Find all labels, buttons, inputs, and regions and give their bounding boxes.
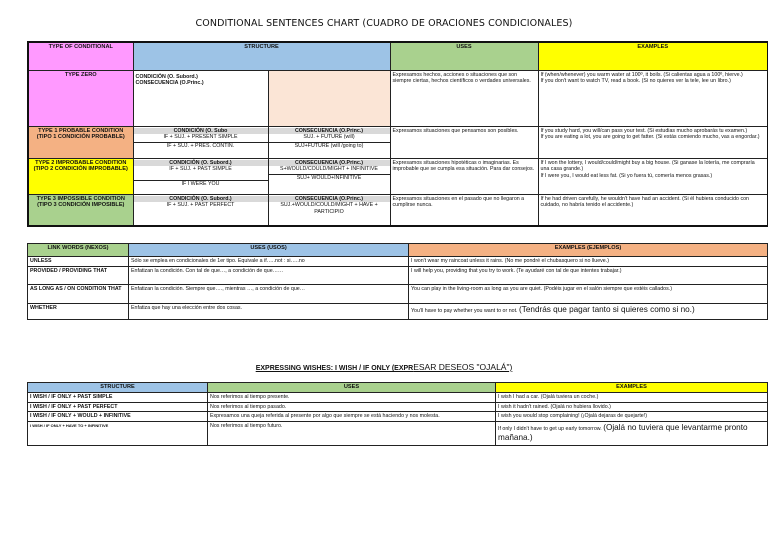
link-example-as-long-as: You can play in the living-room as long as you are quiet. (Podéis jugar en el salón siempre que estéis callados.) — [409, 285, 768, 304]
type-zero-example-2: If you don't want to watch TV, read a book. (Si no quieres ver la tele, lee un libro.) — [540, 78, 731, 85]
type-2-condition-header: CONDICIÓN (O. Subord.) — [134, 160, 268, 167]
type-2-examples — [538, 158, 768, 194]
wish-use-past-perfect: Nos referimos al tiempo pasado. — [208, 402, 496, 412]
link-word-provided: PROVIDED / PROVIDING THAT — [28, 267, 129, 285]
wish-use-would: Expresamos una queja referida al presente por algo que siempre se está haciendo y nos molesta. — [208, 412, 496, 422]
wishes-title-part-1: EXPRESSING WISHES: I WISH / IF ONLY (EXPR — [255, 365, 414, 372]
wish-header-structure: STRUCTURE — [28, 383, 208, 393]
wish-example-have-to-en: If only I didn't have to get up early tomorrow. — [498, 425, 602, 432]
wishes-title-part-2: ESAR DESEOS "OJALÁ") — [413, 362, 513, 372]
wish-example-past-simple: I wish I had a car. (Ojalá tuviera un coche.) — [496, 392, 768, 402]
link-example-whether-en: You'll have to pay whether you want to or not. — [411, 308, 518, 314]
header-structure: STRUCTURE — [133, 42, 390, 70]
type-2-example-1: If I won the lottery, I would/could/might buy a big house. (Si ganase la lotería, me compraría una casa grande.) — [540, 159, 755, 173]
header-examples: EXAMPLES — [538, 42, 768, 70]
type-zero-structure-blank — [268, 70, 390, 126]
type-1-example-1: If you study hard, you will/can pass your test. (Si estudias mucho aprobarás tu examen.) — [540, 127, 748, 134]
wishes-table — [27, 382, 768, 446]
type-3-uses: Expresamos situaciones en el pasado que no llegaron a cumplirse nunca. — [390, 194, 538, 226]
wish-example-past-perfect: I wish it hadn't rained. (Ojalá no hubiera llovido.) — [496, 402, 768, 412]
type-2-consequence-2: SUJ+ WOULD+INFINITIVE — [269, 174, 390, 182]
wish-example-have-to — [496, 421, 768, 445]
type-3-condition-header: CONDICIÓN (O. Subord.) — [134, 196, 268, 203]
wish-header-examples: EXAMPLES — [496, 383, 768, 393]
wish-header-uses: USES — [208, 383, 496, 393]
link-example-unless: I won't wear my raincoat unless it rains. (No me pondré el chubasquero si no llueve.) — [409, 257, 768, 267]
type-1-condition-2: IF + SUJ. + PRES. CONTIN. — [134, 142, 268, 150]
link-header-examples: EXAMPLES (EJEMPLOS) — [409, 244, 768, 257]
link-word-as-long-as: AS LONG AS / ON CONDITION THAT — [28, 285, 129, 304]
link-words-table — [27, 243, 768, 320]
wish-structure-have-to: I WISH / IF ONLY + HAVE TO + INFINITIVE — [28, 421, 208, 445]
type-1-consequence-1: SUJ. + FUTURE (will) — [303, 134, 355, 141]
type-1-condition — [133, 126, 268, 158]
type-zero-label: TYPE ZERO — [28, 70, 133, 126]
link-example-whether-es: (Tendrás que pagar tanto si quieres como si no.) — [519, 305, 695, 314]
wish-structure-past-simple: I WISH / IF ONLY + PAST SIMPLE — [28, 392, 208, 402]
type-1-examples — [538, 126, 768, 158]
conditional-chart-table — [27, 41, 768, 227]
wish-use-past-simple: Nos referimos al tiempo presente. — [208, 392, 496, 402]
type-1-uses: Expresamos situaciones que pensamos son posibles. — [390, 126, 538, 158]
page-title: CONDITIONAL SENTENCES CHART (CUADRO DE ORACIONES CONDICIONALES) — [195, 18, 573, 29]
type-3-condition-1: IF + SUJ. + PAST PERFECT — [166, 202, 235, 209]
type-2-condition-2: IF I WERE YOU — [134, 180, 268, 188]
wish-example-would: I wish you would stop complaining! (¡Ojalá dejaras de quejarte!) — [496, 412, 768, 422]
type-1-example-2: If you are eating a lot, you are going to get fatter. (Si estás comiendo mucho, vas a engordar.) — [540, 134, 760, 141]
type-3-consequence-header: CONSECUENCIA (O.Princ.) — [269, 196, 390, 203]
link-use-whether: Enfatiza que hay una elección entre dos cosas. — [129, 304, 409, 320]
type-2-consequence-1: S+WOULD/COULD/MIGHT + INFINITIVE — [280, 166, 378, 173]
type-1-label: TYPE 1 PROBABLE CONDITION (TIPO 1 CONDICIÓN PROBABLE) — [28, 126, 133, 158]
link-use-unless: Sólo se emplea en condicionales de 1er tipo. Equivale a if…..not : si…..no — [129, 257, 409, 267]
type-2-consequence — [268, 158, 390, 194]
wish-use-have-to: Nos referimos al tiempo futuro. — [208, 421, 496, 445]
type-3-consequence-1: SUJ.+WOULD/COULD/MIGHT + HAVE + PARTICIPIO — [280, 202, 378, 215]
wishes-title — [0, 362, 768, 372]
type-1-condition-1: IF + SUJ. + PRESENT SIMPLE — [163, 134, 238, 141]
type-3-label: TYPE 3 IMPOSSIBLE CONDITION (TIPO 3 CONDICIÓN IMPOSIBLE) — [28, 194, 133, 226]
type-2-consequence-header: CONSECUENCIA (O.Princ.) — [269, 160, 390, 167]
wish-structure-would: I WISH / IF ONLY + WOULD + INFINITIVE — [28, 412, 208, 422]
type-1-consequence-header: CONSECUENCIA (O.Princ.) — [269, 128, 390, 135]
type-3-condition — [133, 194, 268, 226]
link-use-provided: Enfatizan la condición. Con tal de que…, a condición de que…… — [129, 267, 409, 285]
type-zero-structure — [133, 70, 268, 126]
type-2-condition — [133, 158, 268, 194]
type-3-examples: If he had driven carefully, he wouldn't have had an accident. (Si él hubiera conducido con cuidado, no habría tenido el accidente.) — [538, 194, 768, 226]
link-header-uses: USES (USOS) — [129, 244, 409, 257]
type-3-consequence — [268, 194, 390, 226]
link-example-whether — [409, 304, 768, 320]
type-2-label: TYPE 2 IMPROBABLE CONDITION (TIPO 2 CONDICIÓN IMPROBABLE) — [28, 158, 133, 194]
type-2-example-2: If I were you, I would eat less fat. (Si yo fuera tú, comería menos grasas.) — [540, 172, 713, 179]
type-zero-condition: CONDICIÓN (O. Subord.) — [135, 73, 198, 80]
header-uses: USES — [390, 42, 538, 70]
link-word-unless: UNLESS — [28, 257, 129, 267]
type-zero-example-1: If (when/whenever) you warm water at 100º, it boils. (Si calientas agua a 100º, hierve.) — [540, 71, 743, 78]
header-type: TYPE OF CONDITIONAL — [28, 42, 133, 70]
type-zero-uses: Expresamos hechos, acciones o situaciones que son siempre ciertas, hechos científicos o verdades universales. — [390, 70, 538, 126]
type-2-condition-1: IF + SUJ. + PAST SIMPLE — [169, 166, 232, 173]
type-zero-consequence: CONSECUENCIA (O.Princ.) — [135, 80, 204, 87]
link-example-provided: I will help you, providing that you try to work. (Te ayudaré con tal de que intentes trabajar.) — [409, 267, 768, 285]
wish-structure-past-perfect: I WISH / IF ONLY + PAST PERFECT — [28, 402, 208, 412]
type-1-condition-header: CONDICIÓN (O. Subo — [134, 128, 268, 135]
type-2-uses: Expresamos situaciones hipotéticas o imaginarias. Es improbable que se cumpla esa situación. Para dar consejos. — [390, 158, 538, 194]
link-header-words: LINK WORDS (NEXOS) — [28, 244, 129, 257]
link-use-as-long-as: Enfatizan la condición. Siempre que…., mientras …, a condición de que… — [129, 285, 409, 304]
type-1-consequence — [268, 126, 390, 158]
type-1-consequence-2: SUJ+FUTURE (will /going to) — [269, 142, 390, 150]
wish-example-have-to-es: (Ojalá no tuviera que levantarme pronto mañana.) — [498, 422, 748, 443]
link-word-whether: WHETHER — [28, 304, 129, 320]
type-zero-examples — [538, 70, 768, 126]
